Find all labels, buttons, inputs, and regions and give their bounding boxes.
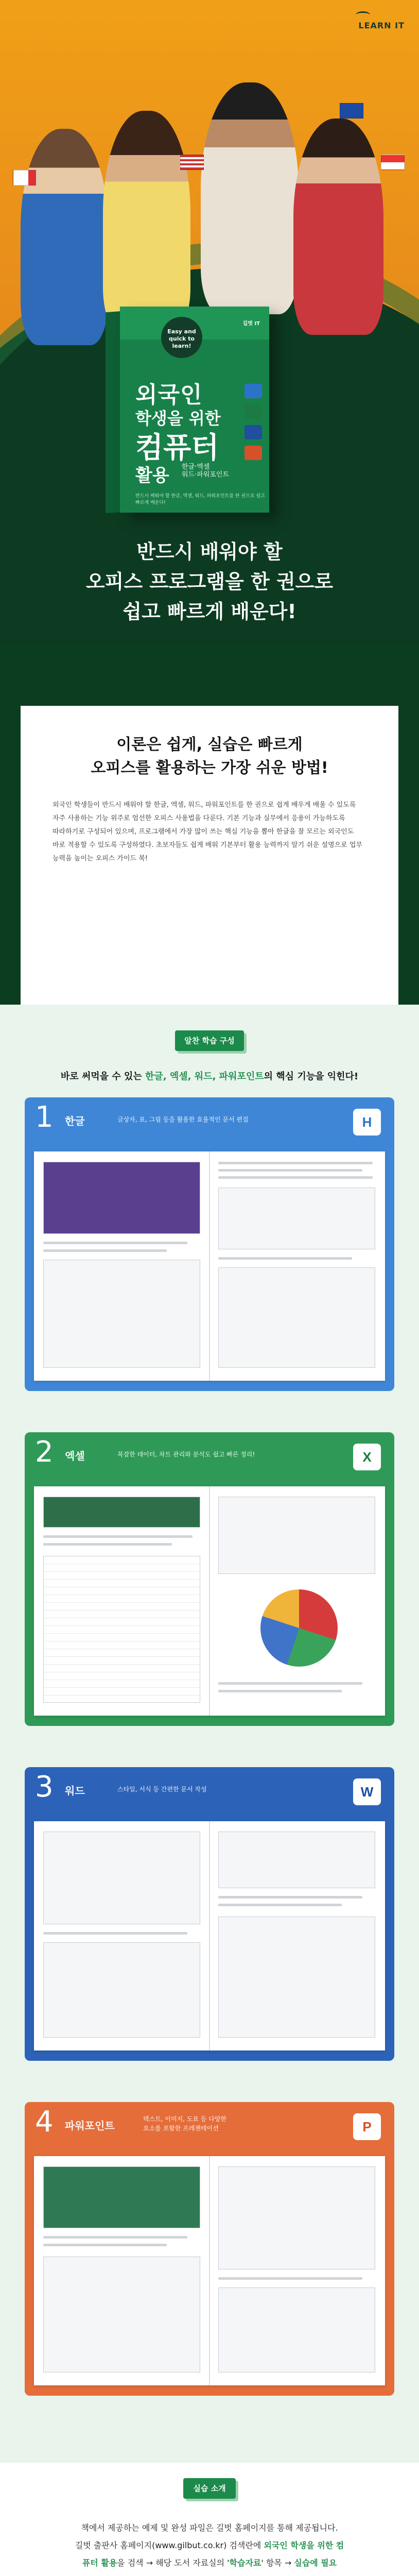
hero-headline-3: 쉽고 빠르게 배운다! [123,600,296,623]
text-line [218,1690,342,1692]
intro-body: 외국인 학생들이 반드시 배워야 할 한글, 엑셀, 워드, 파워포인트를 한 권으로 쉽게 배우게 배울 수 있도록 자주 사용하는 기능 위주로 엄선한 오피스 사용법을 다룬다. 기본 기능과 실무에서 응용이 가능하도록 따라하기로 구성되어 있으며, 프로그램에서 가장 많이 쓰는 핵심 기능을 뽑아 한글을 잘 모르는 외국인도 바로 적용할 수 있도록 구성하였다. 초보자들도 쉽게 배워 기본부터 활용 능력까지 알기 쉬운 설명으로 업무 능력을 높이는 오피스 가이드 북! [53,801,362,862]
page-gutter [209,1821,210,2050]
screenshot-thumbnail [218,1497,375,1574]
screenshot-thumbnail [218,1267,375,1368]
intro-heading-1: 이론은 쉽게, 실습은 빠르게 [116,736,303,754]
text-line [218,1682,362,1685]
text-line [218,2277,362,2280]
screenshot-thumbnail [43,2166,200,2228]
book-badge: Easy and quick to learn! [161,317,202,358]
text-line [218,1257,352,1260]
page-gutter [209,2156,210,2385]
hangul-app-icon: H [353,1109,381,1136]
screenshot-thumbnail [43,1162,200,1234]
text-line [218,1896,362,1899]
book-publisher-logo: 길벗 IT [242,321,260,327]
screenshot-thumbnail [218,1188,375,1249]
page-gutter [209,1486,210,1716]
panel-number: 2 [35,1435,54,1469]
spreadsheet-thumbnail [43,1556,200,1703]
screenshot-thumbnail [43,2257,200,2372]
feature-panel-word [25,1767,394,2061]
flag-icon [13,170,37,185]
panel-description: 텍스트, 이미지, 도표 등 다양한 요소를 포함한 프레젠테이션 [143,2115,226,2132]
student-photo-2 [103,111,190,332]
text-line [43,2244,167,2246]
flag-icon [340,103,363,118]
hero-section [0,0,419,644]
text-line [43,1249,167,1252]
screenshot-thumbnail [218,2166,375,2269]
app-icon-w [245,425,262,439]
panel-number: 4 [35,2105,54,2139]
pie-chart-thumbnail [260,1589,338,1667]
book-cover [120,307,269,513]
brand-logo-icon [356,11,370,19]
student-photo-3 [201,82,299,314]
student-photo-4 [293,118,383,335]
book-title-line-1: 외국인 [135,382,203,408]
student-photo-1 [21,129,108,345]
features-pill: 알찬 학습 구성 [175,1030,244,1051]
screenshot-thumbnail [218,1917,375,2038]
feature-panel-hangul [25,1097,394,1391]
book-title-sub: 한글·엑셀 워드·파워포인트 [182,463,230,479]
book-footer-text: 반드시 배워야 할 한글, 엑셀, 워드, 파워포인트를 한 권으로 쉽고 빠르게 배운다! [135,494,265,505]
intro-heading-2: 오피스를 활용하는 가장 쉬운 방법! [91,759,328,777]
hero-headline-1: 반드시 배워야 할 [136,540,283,563]
sample-page-spread [34,1486,385,1716]
features-headline: 바로 써먹을 수 있는 한글, 엑셀, 워드, 파워포인트의 핵심 기능을 익힌다! [60,1071,359,1082]
flag-icon [180,155,204,170]
sample-pill: 실습 소개 [183,2478,236,2499]
book-title-line-4: 활용 [135,465,169,486]
panel-title: 워드 [65,1785,85,1797]
excel-app-icon: X [353,1444,381,1470]
feature-panel-powerpoint [25,2102,394,2396]
hero-headline-2: 오피스 프로그램을 한 권으로 [85,570,334,593]
sample-page-spread [34,1151,385,1381]
text-line [218,1169,362,1172]
panel-title: 엑셀 [65,1450,85,1462]
powerpoint-app-icon: P [353,2113,381,2140]
flag-icon [381,155,405,170]
app-icon-h [245,384,262,398]
text-line [43,1535,193,1538]
screenshot-thumbnail [43,1832,200,1924]
sample-description: 책에서 제공하는 예제 및 완성 파일은 길벗 홈페이지를 통해 제공됩니다. 길벗 출판사 홈페이지(www.gilbut.co.kr) 검색란에 외국인 학생을 위한 컴 퓨터 활용을 검색 → 해당 도서 자료실의 '학습자료' 항목 → 실습에 필요 [75,2523,344,2568]
panel-title: 파워포인트 [65,2120,115,2132]
text-line [218,1904,342,1906]
book-title-line-3: 컴퓨터 [135,431,219,465]
text-line [43,1932,187,1935]
sample-page-spread [34,2156,385,2385]
panel-description: 복잡한 데이터, 차트 관리와 분석도 쉽고 빠른 정리! [117,1451,255,1458]
screenshot-thumbnail [218,1832,375,1888]
brand-logo-text: LEARN IT [358,21,405,30]
text-line [43,1242,187,1244]
book-title-line-2: 학생을 위한 [135,409,221,428]
app-icon-p [245,446,262,460]
intro-card [21,706,398,1005]
screenshot-thumbnail [218,2287,375,2372]
screenshot-thumbnail [43,1497,200,1528]
panel-title: 한글 [65,1115,85,1127]
text-line [43,2236,187,2239]
panel-description: 글상자, 표, 그림 등을 활용한 효율적인 문서 편집 [117,1116,249,1123]
app-icon-x [245,404,262,419]
panel-number: 3 [35,1770,54,1804]
text-line [218,1162,373,1164]
panel-description: 스타일, 서식 등 간편한 문서 작성 [117,1786,207,1793]
screenshot-thumbnail [43,1260,200,1368]
screenshot-thumbnail [43,1942,200,2038]
feature-panel-excel [25,1432,394,1726]
word-app-icon: W [353,1778,381,1805]
page-gutter [209,1151,210,1381]
sample-page-spread [34,1821,385,2050]
text-line [218,1176,373,1179]
text-line [43,1543,172,1546]
panel-number: 1 [35,1100,54,1134]
